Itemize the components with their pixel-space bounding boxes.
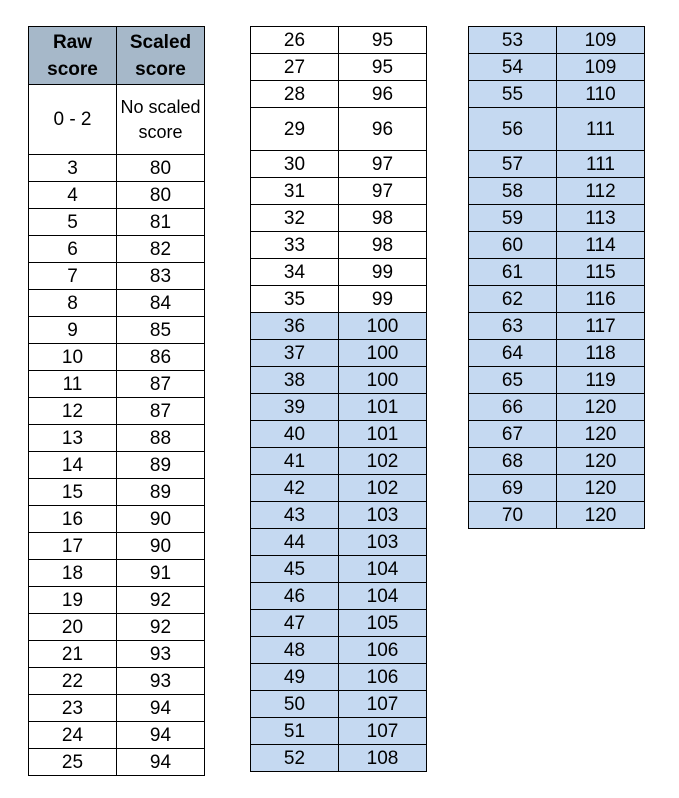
table-row [469,475,645,502]
scaled-score-cell: 99 [339,286,427,313]
raw-score-cell: 54 [469,54,557,81]
scaled-score-cell: 93 [117,668,205,695]
scaled-score-cell: 107 [339,691,427,718]
scaled-score-cell: 84 [117,290,205,317]
scaled-score-cell: No scaled score [117,85,205,155]
table-row [251,54,427,81]
table-row [469,27,645,54]
table-row [251,745,427,772]
scaled-score-cell: 104 [339,583,427,610]
raw-score-cell: 28 [251,81,339,108]
raw-score-cell: 47 [251,610,339,637]
raw-score-cell: 31 [251,178,339,205]
raw-score-header: Raw score [29,27,117,85]
table-row [29,533,205,560]
table-row [251,27,427,54]
table-row [251,232,427,259]
raw-score-cell: 67 [469,421,557,448]
table-row [29,344,205,371]
table-row [251,664,427,691]
table-row [29,641,205,668]
score-table-1 [28,26,205,776]
scaled-score-cell: 104 [339,556,427,583]
raw-score-cell: 45 [251,556,339,583]
scaled-score-cell: 90 [117,506,205,533]
scaled-score-cell: 98 [339,205,427,232]
table-row [469,81,645,108]
table-row [251,394,427,421]
table-row [469,286,645,313]
scaled-score-cell: 113 [557,205,645,232]
table-row [29,587,205,614]
scaled-score-cell: 94 [117,695,205,722]
raw-score-cell: 0 - 2 [29,85,117,155]
raw-score-cell: 29 [251,108,339,151]
table-row [29,155,205,182]
scaled-score-cell: 111 [557,108,645,151]
scaled-score-cell: 107 [339,718,427,745]
raw-score-cell: 55 [469,81,557,108]
scaled-score-cell: 120 [557,502,645,529]
raw-score-cell: 70 [469,502,557,529]
scaled-score-cell: 103 [339,529,427,556]
raw-score-cell: 62 [469,286,557,313]
raw-score-cell: 23 [29,695,117,722]
table-row [251,340,427,367]
scaled-score-cell: 94 [117,722,205,749]
table-row [469,178,645,205]
table-row [251,529,427,556]
raw-score-cell: 16 [29,506,117,533]
score-table-2 [250,26,427,772]
scaled-score-cell: 117 [557,313,645,340]
table-row [469,421,645,448]
table-row [251,448,427,475]
table-row [29,479,205,506]
raw-score-cell: 49 [251,664,339,691]
table-row [251,286,427,313]
raw-score-cell: 51 [251,718,339,745]
scaled-score-cell: 118 [557,340,645,367]
header-row [29,27,205,85]
scaled-score-cell: 96 [339,108,427,151]
scaled-score-cell: 96 [339,81,427,108]
raw-score-cell: 26 [251,27,339,54]
raw-score-cell: 63 [469,313,557,340]
scaled-score-cell: 80 [117,155,205,182]
scaled-score-cell: 95 [339,27,427,54]
scaled-score-cell: 83 [117,263,205,290]
scaled-score-cell: 89 [117,479,205,506]
scaled-score-cell: 101 [339,421,427,448]
table-row [251,178,427,205]
raw-score-cell: 44 [251,529,339,556]
raw-score-cell: 4 [29,182,117,209]
table-row [29,236,205,263]
raw-score-cell: 39 [251,394,339,421]
score-table-3 [468,26,645,529]
table-row [29,695,205,722]
table-row [29,398,205,425]
table-row [29,452,205,479]
table-row [29,560,205,587]
raw-score-cell: 40 [251,421,339,448]
table-row [29,209,205,236]
table-row [469,394,645,421]
table-row [29,614,205,641]
scaled-score-cell: 116 [557,286,645,313]
scaled-score-cell: 105 [339,610,427,637]
raw-score-cell: 37 [251,340,339,367]
raw-score-cell: 13 [29,425,117,452]
scaled-score-cell: 120 [557,421,645,448]
raw-score-cell: 57 [469,151,557,178]
scaled-score-cell: 108 [339,745,427,772]
raw-score-cell: 69 [469,475,557,502]
scaled-score-cell: 114 [557,232,645,259]
raw-score-cell: 52 [251,745,339,772]
raw-score-cell: 61 [469,259,557,286]
scaled-score-cell: 100 [339,340,427,367]
raw-score-cell: 42 [251,475,339,502]
table-row [251,718,427,745]
scaled-score-cell: 92 [117,587,205,614]
scaled-score-cell: 111 [557,151,645,178]
scaled-score-cell: 103 [339,502,427,529]
scaled-score-cell: 90 [117,533,205,560]
table-row [251,259,427,286]
table-row [251,691,427,718]
table-row [29,668,205,695]
raw-score-cell: 6 [29,236,117,263]
table-row [29,749,205,776]
table-row [469,340,645,367]
raw-score-cell: 32 [251,205,339,232]
table-row [251,475,427,502]
table-row [469,259,645,286]
raw-score-cell: 19 [29,587,117,614]
raw-score-cell: 34 [251,259,339,286]
raw-score-cell: 27 [251,54,339,81]
scaled-score-cell: 82 [117,236,205,263]
table-row [469,313,645,340]
raw-score-cell: 14 [29,452,117,479]
table-row [469,54,645,81]
raw-score-cell: 46 [251,583,339,610]
raw-score-cell: 7 [29,263,117,290]
raw-score-cell: 66 [469,394,557,421]
table-row [29,85,205,155]
table-row [469,448,645,475]
raw-score-cell: 15 [29,479,117,506]
scaled-score-cell: 106 [339,664,427,691]
table-row [251,421,427,448]
scaled-score-cell: 100 [339,367,427,394]
table-row [29,371,205,398]
raw-score-cell: 11 [29,371,117,398]
scaled-score-cell: 97 [339,178,427,205]
raw-score-cell: 36 [251,313,339,340]
table-row [251,583,427,610]
raw-score-cell: 18 [29,560,117,587]
raw-score-cell: 35 [251,286,339,313]
raw-score-cell: 68 [469,448,557,475]
table-row [251,367,427,394]
scaled-score-cell: 109 [557,54,645,81]
raw-score-cell: 65 [469,367,557,394]
table-row [29,722,205,749]
raw-score-cell: 56 [469,108,557,151]
scaled-score-cell: 94 [117,749,205,776]
table-row [251,556,427,583]
table-row [251,108,427,151]
scaled-score-cell: 91 [117,560,205,587]
scaled-score-cell: 81 [117,209,205,236]
scaled-score-cell: 112 [557,178,645,205]
raw-score-cell: 64 [469,340,557,367]
raw-score-cell: 43 [251,502,339,529]
table-row [469,205,645,232]
scaled-score-cell: 110 [557,81,645,108]
scaled-score-cell: 119 [557,367,645,394]
raw-score-cell: 50 [251,691,339,718]
raw-score-cell: 20 [29,614,117,641]
scaled-score-cell: 106 [339,637,427,664]
scaled-score-cell: 95 [339,54,427,81]
raw-score-cell: 30 [251,151,339,178]
scaled-score-cell: 87 [117,371,205,398]
scaled-score-cell: 98 [339,232,427,259]
raw-score-cell: 24 [29,722,117,749]
table-row [29,425,205,452]
raw-score-cell: 21 [29,641,117,668]
scaled-score-cell: 115 [557,259,645,286]
scaled-score-cell: 99 [339,259,427,286]
scaled-score-cell: 86 [117,344,205,371]
table-row [251,151,427,178]
table-row [251,205,427,232]
scaled-score-cell: 102 [339,475,427,502]
scaled-score-cell: 120 [557,475,645,502]
scaled-score-cell: 92 [117,614,205,641]
scaled-score-cell: 120 [557,394,645,421]
raw-score-cell: 53 [469,27,557,54]
scaled-score-cell: 102 [339,448,427,475]
scaled-score-cell: 85 [117,317,205,344]
table-row [29,182,205,209]
scaled-score-cell: 88 [117,425,205,452]
table-row [469,367,645,394]
raw-score-cell: 5 [29,209,117,236]
raw-score-cell: 10 [29,344,117,371]
raw-score-cell: 59 [469,205,557,232]
raw-score-cell: 25 [29,749,117,776]
table-row [251,81,427,108]
table-row [29,506,205,533]
scaled-score-cell: 100 [339,313,427,340]
table-row [29,290,205,317]
table-row [251,313,427,340]
scaled-score-cell: 109 [557,27,645,54]
table-row [469,151,645,178]
scaled-score-cell: 93 [117,641,205,668]
scaled-score-cell: 87 [117,398,205,425]
raw-score-cell: 9 [29,317,117,344]
table-row [469,232,645,259]
raw-score-cell: 17 [29,533,117,560]
raw-score-cell: 33 [251,232,339,259]
raw-score-cell: 12 [29,398,117,425]
raw-score-cell: 3 [29,155,117,182]
table-row [251,610,427,637]
raw-score-cell: 22 [29,668,117,695]
raw-score-cell: 38 [251,367,339,394]
raw-score-cell: 58 [469,178,557,205]
table-row [469,502,645,529]
table-row [469,108,645,151]
table-row [29,263,205,290]
scaled-score-cell: 101 [339,394,427,421]
raw-score-cell: 60 [469,232,557,259]
scaled-score-cell: 120 [557,448,645,475]
raw-score-cell: 48 [251,637,339,664]
scaled-score-cell: 97 [339,151,427,178]
table-row [251,502,427,529]
table-row [251,637,427,664]
scaled-score-header: Scaled score [117,27,205,85]
raw-score-cell: 41 [251,448,339,475]
scaled-score-cell: 89 [117,452,205,479]
raw-score-cell: 8 [29,290,117,317]
scaled-score-cell: 80 [117,182,205,209]
table-row [29,317,205,344]
